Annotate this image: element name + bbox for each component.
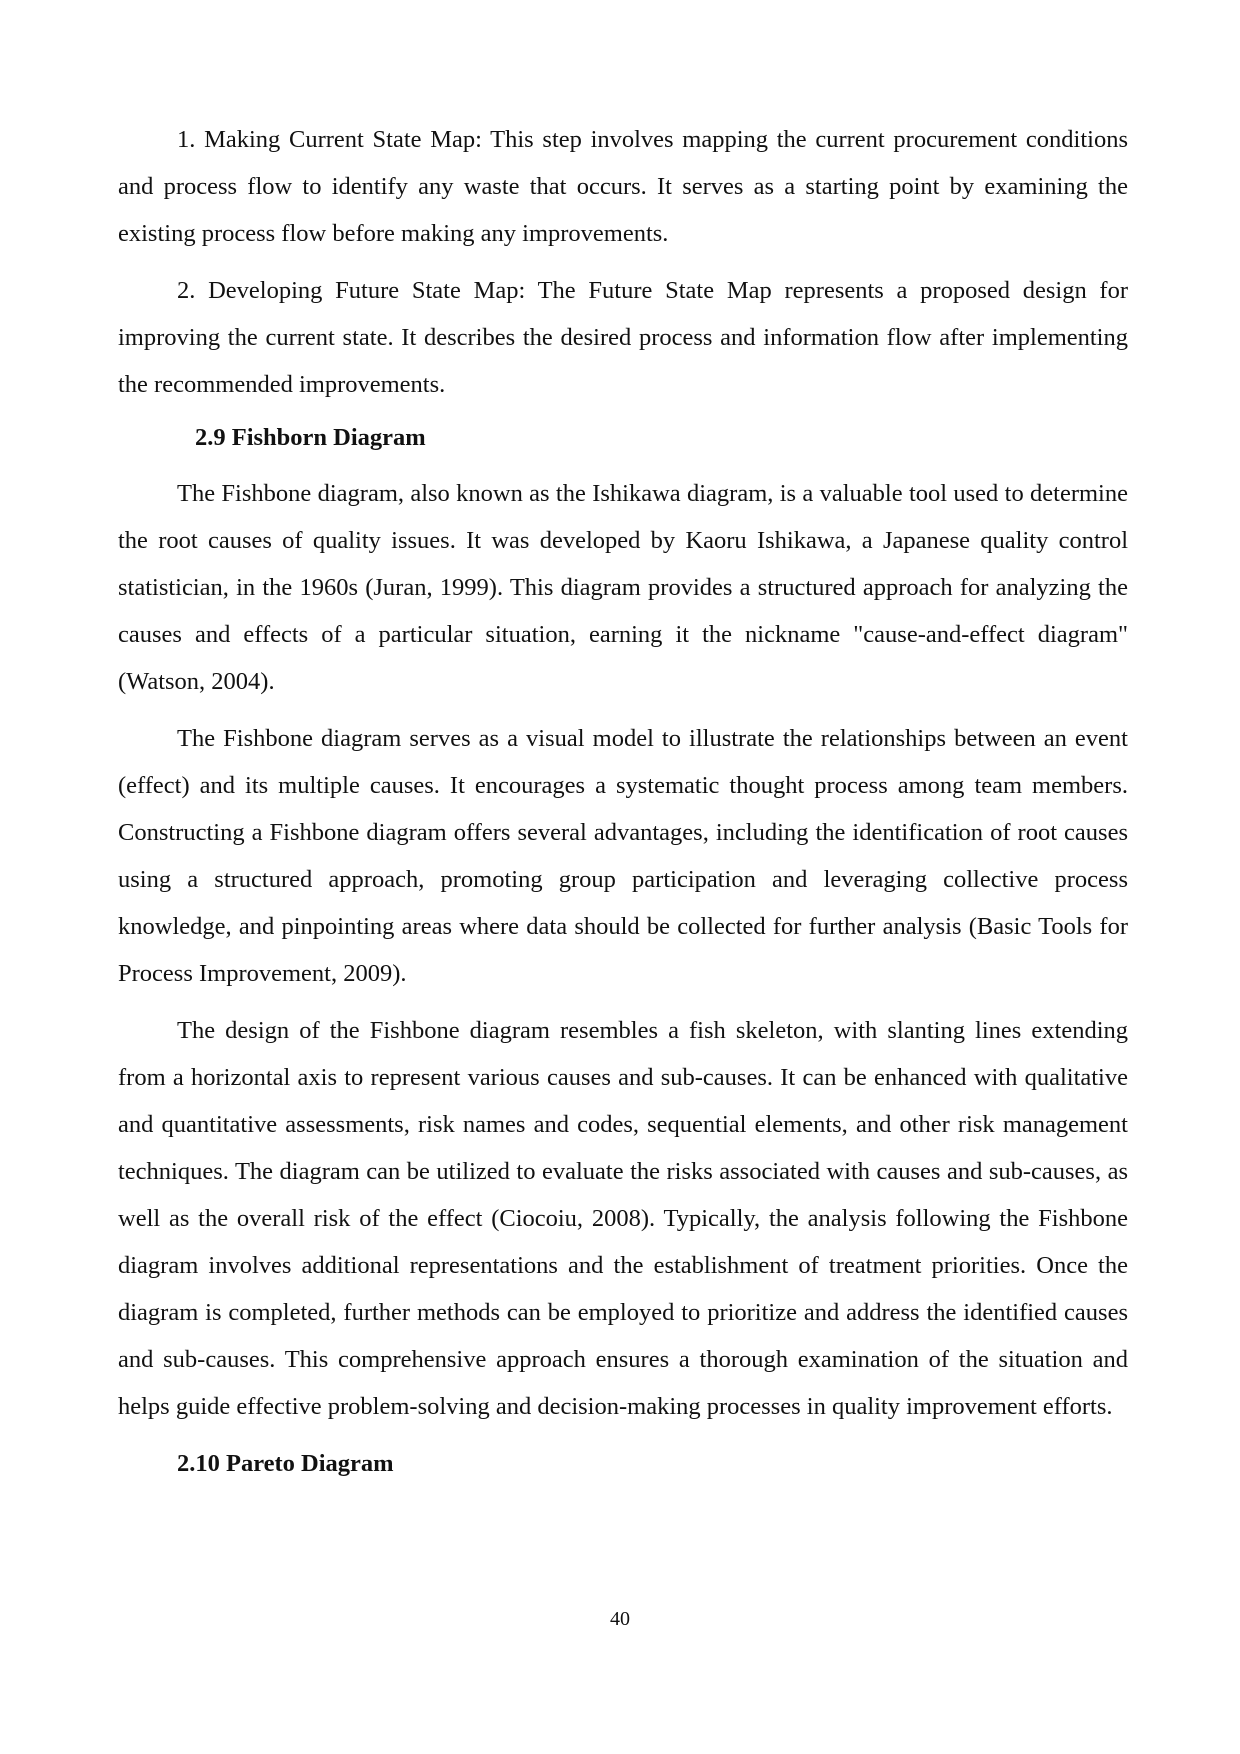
- section-heading-fishbone: 2.9 Fishborn Diagram: [195, 424, 426, 451]
- page-number: 40: [610, 1608, 630, 1630]
- paragraph-fishbone-model: The Fishbone diagram serves as a visual model to illustrate the relationships between an event (effect) and its multiple causes. It encourages a systematic thought process among team members. Constructing a Fishbone diagram offers several advantages, including the identification of root causes using a structured approach, promoting group participation and leveraging collective process knowledge, and pinpointing areas where data should be collected for further analysis (Basic Tools for Process Improvement, 2009).: [118, 725, 1128, 987]
- section-heading-pareto: 2.10 Pareto Diagram: [177, 1450, 394, 1477]
- paragraph-future-state-map: 2. Developing Future State Map: The Future State Map represents a proposed design for improving the current state. It describes the desired process and information flow after implementing the recommended improvements.: [118, 277, 1128, 398]
- paragraph-current-state-map: 1. Making Current State Map: This step involves mapping the current procurement conditions and process flow to identify any waste that occurs. It serves as a starting point by examining the existing process flow before making any improvements.: [118, 126, 1128, 247]
- page-content: [118, 116, 1128, 1487]
- paragraph-fishbone-design: The design of the Fishbone diagram resembles a fish skeleton, with slanting lines extending from a horizontal axis to represent various causes and sub-causes. It can be enhanced with qualitative and quantitative assessments, risk names and codes, sequential elements, and other risk management techniques. The diagram can be utilized to evaluate the risks associated with causes and sub-causes, as well as the overall risk of the effect (Ciocoiu, 2008). Typically, the analysis following the Fishbone diagram involves additional representations and the establishment of treatment priorities. Once the diagram is completed, further methods can be employed to prioritize and address the identified causes and sub-causes. This comprehensive approach ensures a thorough examination of the situation and helps guide effective problem-solving and decision-making processes in quality improvement efforts.: [118, 1017, 1128, 1420]
- paragraph-fishbone-intro: The Fishbone diagram, also known as the Ishikawa diagram, is a valuable tool used to determine the root causes of quality issues. It was developed by Kaoru Ishikawa, a Japanese quality control statistician, in the 1960s (Juran, 1999). This diagram provides a structured approach for analyzing the causes and effects of a particular situation, earning it the nickname "cause-and-effect diagram" (Watson, 2004).: [118, 480, 1128, 695]
